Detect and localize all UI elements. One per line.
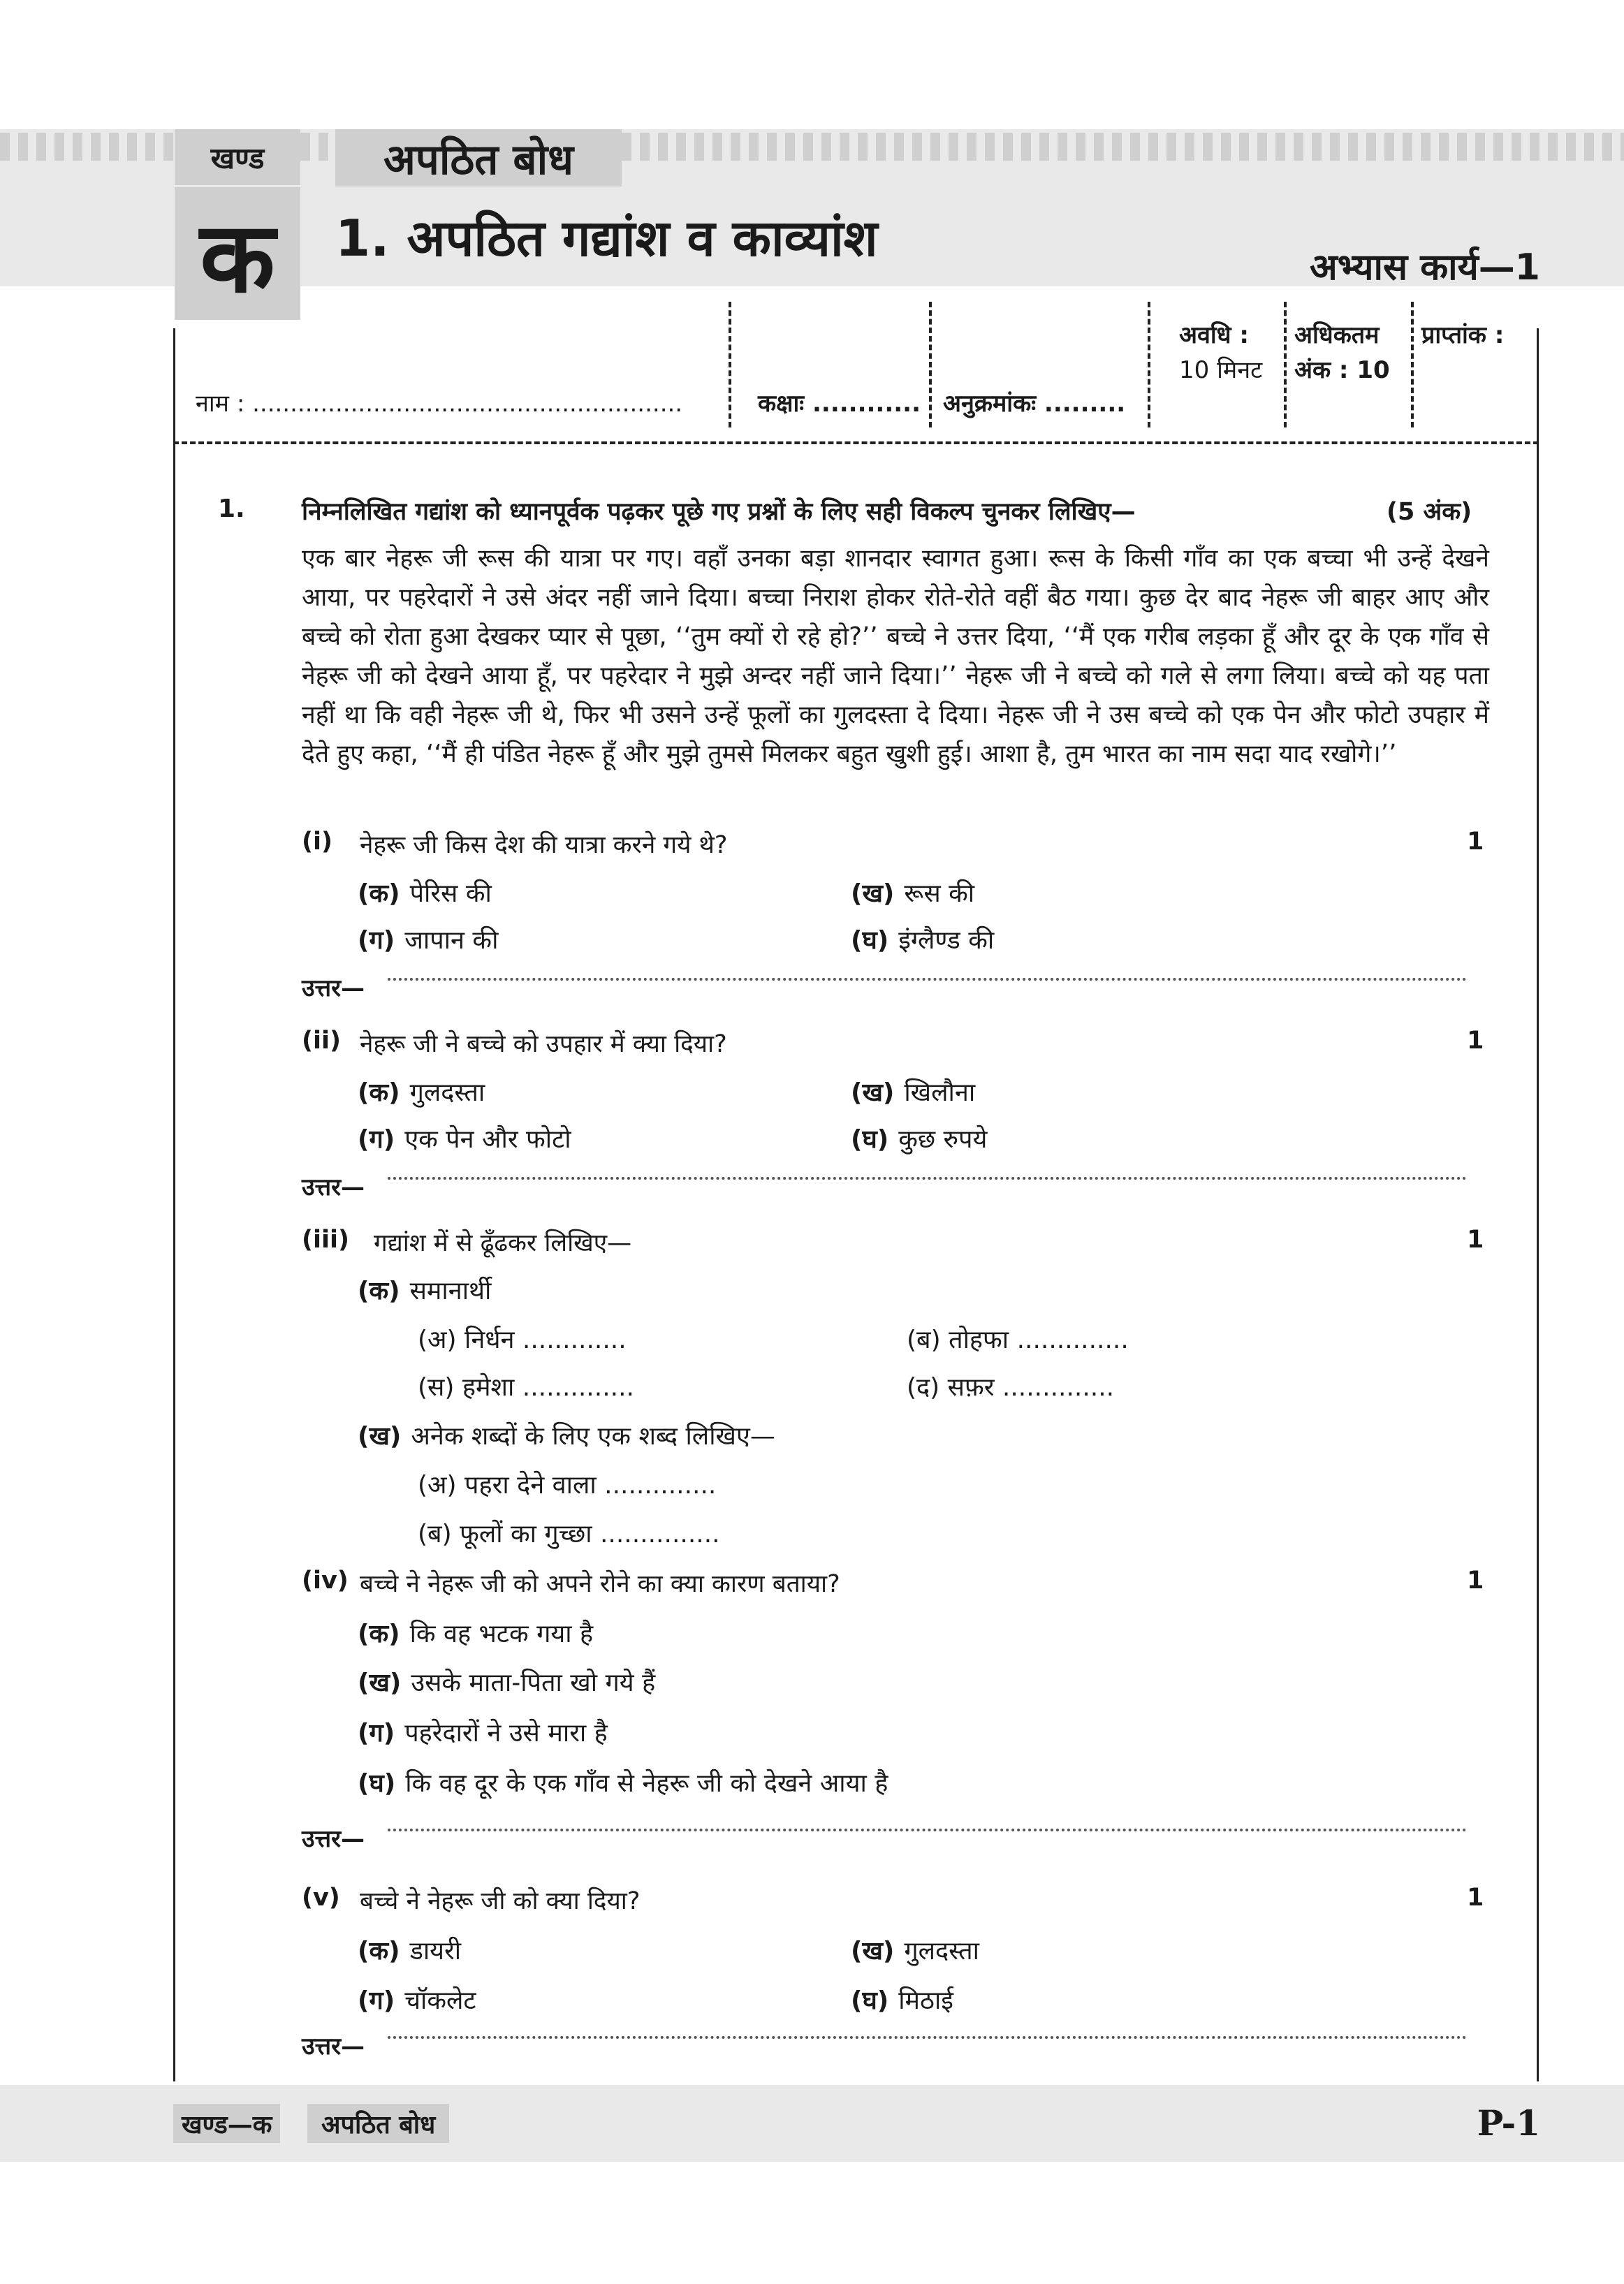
synonym-item[interactable]: (स) हमेशा .............. <box>418 1373 634 1402</box>
subquestion-mark: 1 <box>1467 1567 1484 1595</box>
divider <box>929 302 932 427</box>
subquestion-text: गद्यांश में से ढूँढकर लिखिए— <box>374 1229 632 1257</box>
answer-label: उत्तर— <box>302 2033 365 2060</box>
option-a[interactable]: (क) कि वह भटक गया है <box>358 1620 594 1648</box>
subquestion-text: बच्चे ने नेहरू जी को क्या दिया? <box>360 1887 641 1915</box>
subquestion-mark: 1 <box>1467 1884 1484 1912</box>
subquestion-number: (v) <box>302 1884 340 1912</box>
duration-value: 10 मिनट <box>1179 356 1263 384</box>
synonym-heading: (क) समानार्थी <box>358 1277 492 1305</box>
option-c[interactable]: (ग) एक पेन और फोटो <box>358 1125 571 1154</box>
page-number: P-1 <box>1477 2102 1540 2144</box>
name-field[interactable]: नाम : ......................................................... <box>196 390 683 418</box>
footer-khand: खण्ड—क <box>173 2104 280 2143</box>
subquestion-text: नेहरू जी किस देश की यात्रा करने गये थे? <box>360 831 728 859</box>
answer-label: उत्तर— <box>302 974 365 1002</box>
subquestion-mark: 1 <box>1467 828 1484 856</box>
option-d[interactable]: (घ) मिठाई <box>851 1986 953 2015</box>
subquestion-number: (i) <box>302 828 332 856</box>
section-title: अपठित बोध <box>335 129 622 186</box>
subquestion-text: बच्चे ने नेहरू जी को अपने रोने का क्या कारण बताया? <box>360 1570 840 1598</box>
max-marks-label: अधिकतम <box>1294 321 1380 349</box>
footer-section: अपठित बोध <box>307 2104 449 2143</box>
option-b[interactable]: (ख) गुलदस्ता <box>851 1937 979 1965</box>
answer-label: उत्तर— <box>302 1825 365 1853</box>
info-row-rule <box>173 441 1539 444</box>
option-a[interactable]: (क) गुलदस्ता <box>358 1078 485 1107</box>
option-b[interactable]: (ख) उसके माता-पिता खो गये हैं <box>358 1669 656 1697</box>
frame-left <box>173 328 175 2081</box>
passage: एक बार नेहरू जी रूस की यात्रा पर गए। वहाँ उनका बड़ा शानदार स्वागत हुआ। रूस के किसी गाँव का एक बच्चा भी उन्हें देखने आया, पर पहरेदारों ने उसे अंदर नहीं जाने दिया। बच्चा निराश होकर रोते-रोते वहीं बैठ गया। कुछ देर बाद नेहरू जी बाहर आए और बच्चे को रोता हुआ देखकर प्यार से पूछा, ‘‘तुम क्यों रो रहे हो?’’ बच्चे ने उत्तर दिया, ‘‘मैं एक गरीब लड़का हूँ और दूर के एक गाँव से नेहरू जी को देखने आया हूँ, पर पहरेदार ने मुझे अन्दर नहीं जाने दिया।’’ नेहरू जी ने बच्चे को गले से लगा लिया। बच्चे को यह पता नहीं था कि वही नेहरू जी थे, फिर भी उसने उन्हें फूलों का गुलदस्ता दे दिया। नेहरू जी ने उस बच्चे को एक पेन और फोटो उपहार में देते हुए कहा, ‘‘मैं ही पंडित नेहरू हूँ और मुझे तुमसे मिलकर बहुत खुशी हुई। आशा है, तुम भारत का नाम सदा याद रखोगे।’’ <box>302 544 1489 768</box>
answer-line[interactable] <box>388 1829 1467 1831</box>
divider <box>1284 302 1287 427</box>
subquestion-mark: 1 <box>1467 1226 1484 1254</box>
option-c[interactable]: (ग) पहरेदारों ने उसे मारा है <box>358 1719 608 1748</box>
class-field[interactable]: कक्षाः ............ <box>758 390 921 418</box>
chapter-title: 1. अपठित गद्यांश व काव्यांश <box>335 209 878 268</box>
option-a[interactable]: (क) डायरी <box>358 1937 462 1965</box>
obtained-marks-label: प्राप्तांक : <box>1421 321 1505 349</box>
answer-line[interactable] <box>388 978 1467 981</box>
option-c[interactable]: (ग) जापान की <box>358 926 499 955</box>
synonym-item[interactable]: (ब) तोहफा .............. <box>907 1326 1129 1354</box>
roll-field[interactable]: अनुक्रमांकः ......... <box>943 390 1126 418</box>
answer-label: उत्तर— <box>302 1173 365 1201</box>
synonym-item[interactable]: (अ) निर्धन ............. <box>418 1326 627 1354</box>
one-word-heading: (ख) अनेक शब्दों के लिए एक शब्द लिखिए— <box>358 1422 775 1451</box>
max-marks-value: अंक : 10 <box>1294 356 1390 384</box>
option-c[interactable]: (ग) चॉकलेट <box>358 1986 476 2015</box>
divider <box>1148 302 1150 427</box>
synonym-item[interactable]: (द) सफ़र .............. <box>907 1373 1115 1402</box>
exercise-title: अभ्यास कार्य—1 <box>1310 247 1540 288</box>
option-b[interactable]: (ख) खिलौना <box>851 1078 976 1107</box>
question-number: 1. <box>218 495 245 523</box>
subquestion-text: नेहरू जी ने बच्चे को उपहार में क्या दिया? <box>360 1030 727 1058</box>
khand-letter: क <box>175 187 300 320</box>
question-marks: (5 अंक) <box>1387 498 1472 526</box>
subquestion-mark: 1 <box>1467 1027 1484 1055</box>
khand-label: खण्ड <box>175 129 300 185</box>
duration-label: अवधि : <box>1179 321 1250 349</box>
answer-line[interactable] <box>388 1177 1467 1180</box>
answer-line[interactable] <box>388 2036 1467 2039</box>
one-word-item[interactable]: (ब) फूलों का गुच्छा ............... <box>418 1520 720 1549</box>
subquestion-number: (iii) <box>302 1226 349 1254</box>
option-d[interactable]: (घ) कुछ रुपये <box>851 1125 988 1154</box>
option-b[interactable]: (ख) रूस की <box>851 879 975 908</box>
divider <box>1411 302 1414 427</box>
subquestion-number: (ii) <box>302 1027 341 1055</box>
question-instruction: निम्नलिखित गद्यांश को ध्यानपूर्वक पढ़कर पूछे गए प्रश्नों के लिए सही विकल्प चुनकर लिखिए— <box>302 498 1136 526</box>
header-stripes-mid <box>300 133 335 161</box>
divider <box>729 302 731 427</box>
header-stripes-left <box>0 133 175 161</box>
subquestion-number: (iv) <box>302 1567 349 1595</box>
option-d[interactable]: (घ) इंग्लैण्ड की <box>851 926 995 955</box>
one-word-item[interactable]: (अ) पहरा देने वाला .............. <box>418 1471 717 1500</box>
option-d[interactable]: (घ) कि वह दूर के एक गाँव से नेहरू जी को देखने आया है <box>358 1769 888 1798</box>
header-stripes-right <box>622 133 1624 161</box>
option-a[interactable]: (क) पेरिस की <box>358 879 492 908</box>
frame-right <box>1537 328 1539 2081</box>
